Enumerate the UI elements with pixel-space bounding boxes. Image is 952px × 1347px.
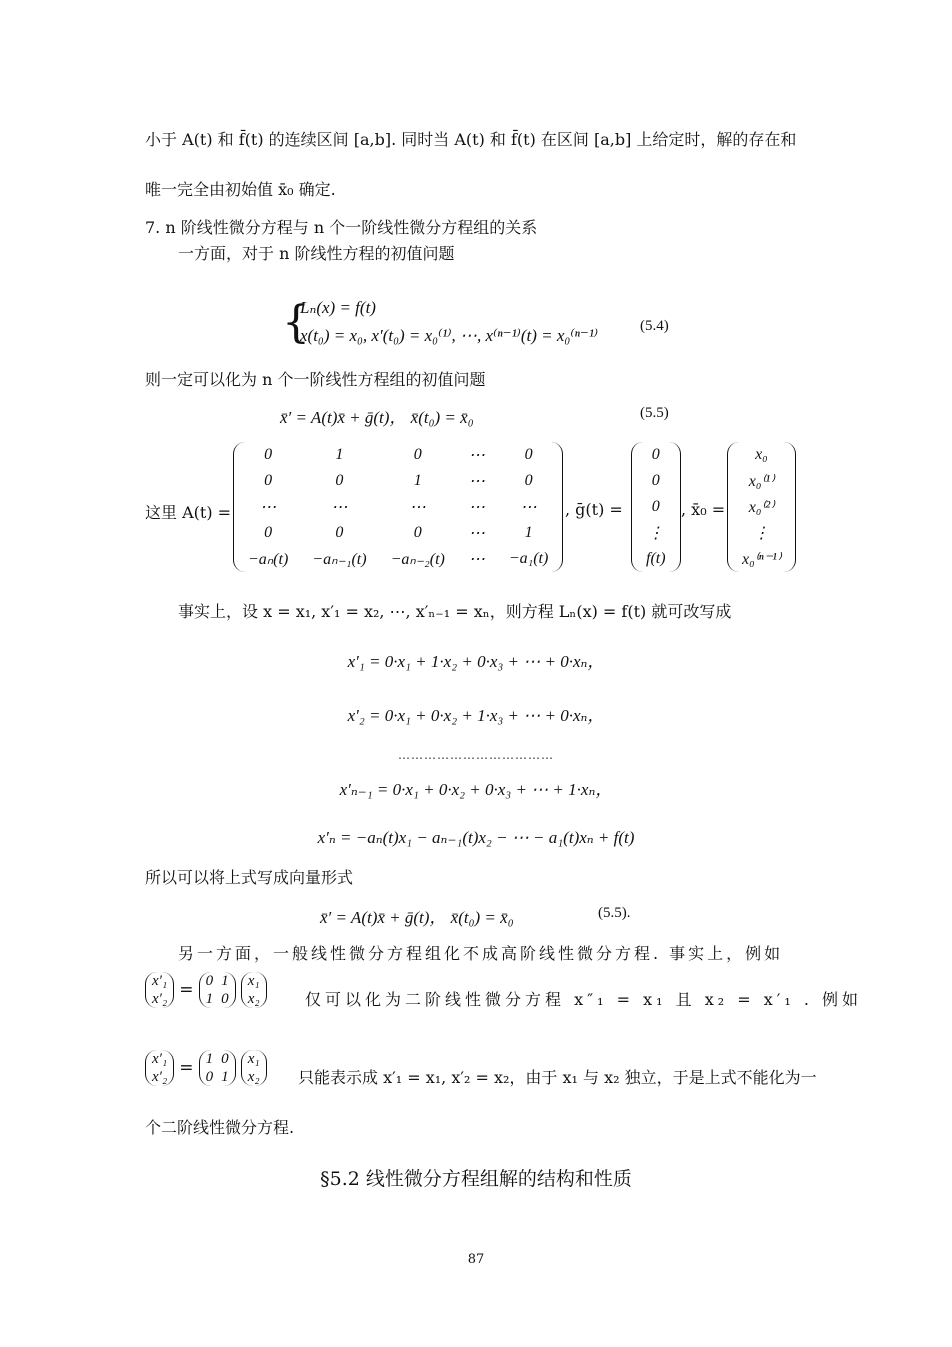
example-1-rhs-row (244, 972, 264, 990)
example-1-rhs-cell: x₁ (247, 972, 260, 989)
paragraph-continuation: 小于 A(t) 和 f̄(t) 的连续区间 [a,b]. 同时当 A(t) 和 f̄(t) 在区间 [a,b] 上给定时，解的存在和 (145, 130, 797, 149)
matrix-a-cell: ⋯ (331, 499, 348, 516)
matrix-a-cell: 0 (413, 524, 422, 541)
brace-symbol: { (282, 297, 310, 348)
example-1-lhs-row (148, 972, 171, 990)
system-line-3: x′ₙ₋₁ = 0·x₁ + 0·x₂ + 0·x₃ + ⋯ + 1·xₙ， (339, 780, 613, 799)
matrix-a-cell: 0 (264, 524, 273, 541)
paragraph-uniqueness: 唯一完全由初始值 x̄₀ 确定. (145, 180, 336, 199)
example-2-matrix-row (202, 1050, 233, 1068)
paragraph-other-hand: 另一方面，一般线性微分方程组化不成高阶线性微分方程. 事实上，例如 (178, 944, 784, 963)
matrix-a-cell: ⋯ (260, 499, 277, 516)
equation-5-5-repeat: x̄′ = A(t)x̄ + ḡ(t)， x̄(t₀) = x̄₀ (320, 908, 514, 927)
equation-number-5-5: (5.5) (640, 405, 669, 421)
matrix-a-row (236, 468, 560, 494)
matrix-a-cell: 0 (264, 472, 273, 489)
example-1-rhs-cell: x₂ (247, 990, 260, 1007)
vector-g-cell: 0 (651, 498, 660, 515)
system-line-2: x′₂ = 0·x₁ + 0·x₂ + 1·x₃ + ⋯ + 0·xₙ， (347, 706, 605, 725)
system-ellipsis: ……………………………… (398, 748, 554, 762)
vector-g-row (634, 468, 678, 494)
matrix-a-cell: 0 (335, 472, 344, 489)
vector-g-label: , ḡ(t) = (565, 500, 623, 519)
equation-5-4-line2: x(t₀) = x₀, x′(t₀) = x₀⁽¹⁾, ⋯, x⁽ⁿ⁻¹⁾(t) = x₀⁽ⁿ⁻¹⁾ (300, 326, 599, 345)
vector-x0-row (730, 520, 793, 546)
example-1-lhs-row (148, 990, 171, 1008)
paragraph-example-1: 仅可以化为二阶线性微分方程 x″₁ = x₁ 且 x₂ = x′₁ . 例如 (305, 990, 863, 1009)
vector-x0-cell: x₀⁽²⁾ (748, 499, 775, 516)
paragraph-convert: 则一定可以化为 n 个一阶线性方程组的初值问题 (145, 370, 486, 389)
example-1-lhs-cell: x′₁ (152, 972, 168, 989)
matrix-a-cell: 1 (524, 524, 533, 541)
example-2-lhs-cell: x′₂ (152, 1068, 168, 1085)
vector-x0-cell: ⋮ (753, 525, 770, 542)
vector-g (631, 442, 681, 572)
example-2-matrix (199, 1050, 236, 1086)
vector-x0-row (730, 468, 793, 494)
paragraph-one-hand: 一方面，对于 n 阶线性方程的初值问题 (178, 244, 455, 263)
vector-g-cell: f(t) (646, 550, 666, 567)
matrix-a-row (236, 546, 560, 572)
system-line-4: x′ₙ = −aₙ(t)x₁ − aₙ₋₁(t)x₂ − ⋯ − a₁(t)xₙ + f(t) (317, 828, 635, 847)
paragraph-example-2: 只能表示成 x′₁ = x₁, x′₂ = x₂，由于 x₁ 与 x₂ 独立，于是上式不能化为一 (298, 1068, 817, 1087)
vector-g-cell: 0 (651, 446, 660, 463)
vector-x0-cell: x₀ (755, 446, 768, 463)
paragraph-in-fact: 事实上，设 x = x₁, x′₁ = x₂, ⋯, x′ₙ₋₁ = xₙ，则方程 Lₙ(x) = f(t) 就可改写成 (178, 602, 732, 621)
matrix-a-cell: 0 (524, 472, 533, 489)
example-2-matrix-cell: 0 (205, 1068, 214, 1085)
matrix-a-cell: ⋯ (468, 525, 485, 542)
matrix-a-cell: −a₁(t) (508, 550, 549, 567)
vector-x0-row (730, 546, 793, 572)
vector-g-cell: 0 (651, 472, 660, 489)
example-1-matrix (199, 972, 236, 1008)
example-1-lhs (145, 972, 174, 1008)
example-1-rhs (241, 972, 267, 1008)
matrix-a-cell: ⋯ (468, 473, 485, 490)
section-heading: §5.2 线性微分方程组解的结构和性质 (320, 1168, 632, 1190)
paragraph-vector-form: 所以可以将上式写成向量形式 (145, 868, 354, 887)
matrix-definition (145, 440, 805, 585)
vector-x0-row (730, 442, 793, 468)
matrix-a-cell: ⋯ (520, 499, 537, 516)
vector-x0-row (730, 494, 793, 520)
matrix-a-cell: −aₙ(t) (248, 551, 289, 568)
matrix-a-row (236, 520, 560, 546)
example-2-lhs-row (148, 1050, 171, 1068)
matrix-a-cell: 1 (335, 446, 344, 463)
matrix-a-cell: −aₙ₋₁(t) (312, 551, 367, 568)
matrix-a-cell: 0 (264, 446, 273, 463)
matrix-a-cell: 0 (335, 524, 344, 541)
example-2-rhs-cell: x₂ (247, 1068, 260, 1085)
vector-g-row (634, 494, 678, 520)
example-2-matrix-cell: 1 (221, 1068, 229, 1085)
page-number: 87 (467, 1252, 485, 1267)
matrix-a-cell: 0 (524, 446, 533, 463)
system-line-1: x′₁ = 0·x₁ + 1·x₂ + 0·x₃ + ⋯ + 0·xₙ， (347, 652, 605, 671)
vector-g-cell: ⋮ (647, 525, 664, 542)
vector-x0-cell: x₀⁽¹⁾ (748, 473, 775, 490)
vector-g-row (634, 520, 678, 546)
example-2-equation (145, 1050, 267, 1106)
matrix-a-row (236, 494, 560, 520)
equation-5-5: x̄′ = A(t)x̄ + ḡ(t)， x̄(t₀) = x̄₀ (280, 408, 474, 427)
example-2-matrix-cell: 0 (221, 1050, 229, 1067)
example-1-equation (145, 972, 267, 1028)
equation-number-5-4: (5.4) (640, 318, 669, 334)
paragraph-second-order: 个二阶线性微分方程. (145, 1118, 295, 1137)
example-2-rhs-row (244, 1050, 264, 1068)
example-1-matrix-row (202, 990, 233, 1008)
example-1-matrix-cell: 1 (205, 990, 214, 1007)
matrix-a-cell: ⋯ (468, 447, 485, 464)
vector-g-row (634, 546, 678, 572)
matrix-a-cell: 1 (413, 472, 422, 489)
matrix-a-cell: ⋯ (409, 499, 426, 516)
equals-sign: = (179, 980, 194, 1000)
vector-x0-cell: x₀⁽ⁿ⁻¹⁾ (742, 551, 781, 568)
equation-number-5-5-repeat: (5.5). (598, 905, 631, 921)
example-2-rhs (241, 1050, 267, 1086)
example-2-lhs (145, 1050, 174, 1086)
example-2-lhs-cell: x′₁ (152, 1050, 168, 1067)
example-1-matrix-cell: 0 (205, 972, 214, 989)
example-2-lhs-row (148, 1068, 171, 1086)
vector-x0-label: , x̄₀ = (681, 500, 726, 519)
matrix-a-cell: 0 (413, 446, 422, 463)
example-1-lhs-cell: x′₂ (152, 990, 168, 1007)
matrix-a-cell: ⋯ (468, 499, 485, 516)
matrix-a-cell: ⋯ (468, 551, 485, 568)
matrix-a-row (236, 442, 560, 468)
matrix-a-cell: −aₙ₋₂(t) (390, 551, 445, 568)
example-2-rhs-row (244, 1068, 264, 1086)
equals-sign: = (179, 1058, 194, 1078)
vector-x0 (727, 442, 796, 572)
matrix-a (233, 442, 563, 572)
example-1-matrix-cell: 1 (221, 972, 229, 989)
heading-item-7: 7. n 阶线性微分方程与 n 个一阶线性微分方程组的关系 (145, 218, 538, 237)
vector-g-row (634, 442, 678, 468)
equation-5-4-line1: Lₙ(x) = f(t) (300, 298, 376, 317)
example-2-matrix-row (202, 1068, 233, 1086)
example-1-matrix-row (202, 972, 233, 990)
matrix-a-label: 这里 A(t) = (145, 503, 232, 522)
example-1-rhs-row (244, 990, 264, 1008)
example-2-matrix-cell: 1 (205, 1050, 214, 1067)
example-2-rhs-cell: x₁ (247, 1050, 260, 1067)
example-1-matrix-cell: 0 (221, 990, 229, 1007)
